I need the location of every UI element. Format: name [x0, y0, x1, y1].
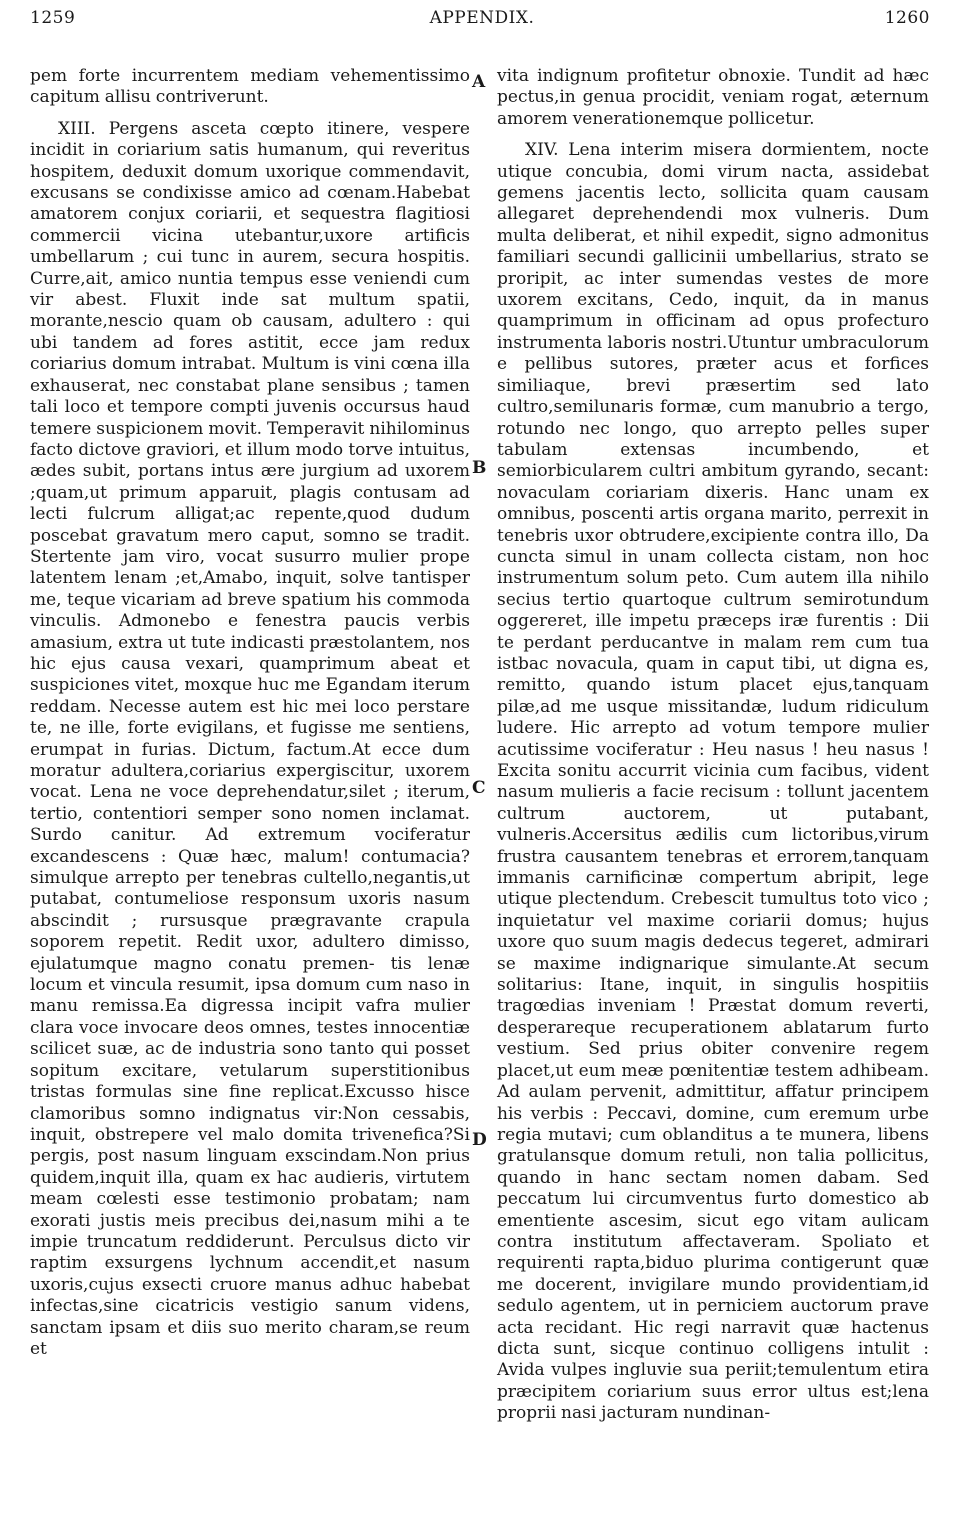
page-number-left: 1259 [30, 8, 76, 28]
margin-letter-c: C [472, 778, 486, 798]
section-xiv-paragraph: XIV. Lena interim misera dormientem, nocte utique concubia, domi virum nacta, assidebat gemens jacentis lecto, sollicita quam causam allegaret deprehendendi mox vulneris. Dum multa deliberat, et nihil expedit, signo admonitus familiari secundi gallicinii umbellarius, strato se proripit, ac inter sumendas vestes de more uxorem excitans, Cedo, inquit, da in manus quamprimum in officinam ad opus profecturo instrumenta laboris nostri.Utuntur umbraculorum e pellibus sutores, præter acus et forfices similiaque, brevi præsertim sed lato cultro,semilunaris formæ, cum manubrio a tergo, rotundo nec longo, quo arrepto pelles super tabulam extensas incumbendo, et semiorbicularem cultri ambitum gyrando, secant: novaculam coriariam dixeris. Hanc unam ex omnibus, poscenti artis organa marito, perrexit in tenebris uxor obtrudere,excipiente contra illo, Da cuncta simul in unam collecta cistam, non hoc instrumentum solum peto. Cum autem illa nihilo secius tertio quartoque cultrum semirotundum oggereret, ille impetu præceps iræ furentis : Dii te perdant perducantve in malam rem cum tua istbac novacula, quam in caput tibi, ut digna es, remitto, quando istum placet ejus,tanquam pilæ,ad me usque missitandæ, ludum ridiculum ludere. Hic arrepto ad votum tempore mulier acutissime vociferatur : Heu nasus ! heu nasus ! Excita sonitu accurrit vicinia cum facibus, vident nasum mulieris a facie recisum : tollunt jacentem cultrum auctorem, ut putabant, vulneris.Accersitus ædilis cum lictoribus,virum frustra causantem tenebras et errorem,tanquam immanis carnificinæ compertum abripit, lege utique plectendum. Crebescit tumultus toto vico ; inquietatur vel maxime coriarii domus; hujus uxore quo suum magis dedecus tegeret, admirari se maxime indignarique simulante.At secum solitarius: Itane, inquit, in singulis hospitiis tragœdias inveniam ! Præstat domum reverti, desperareque recuperationem ablatarum furto vestium. Sed prius obiter convenire regem placet,ut eum meæ pœnitentiæ testem adhibeam. Ad aulam pervenit, admittitur, affatur principem his verbis : Peccavi, domine, cum eremum urbe regia mutavi; cum oblanditus a te munera, libens gratulansque domum retuli, non talia pollicitus, quando in hanc sectam nomen dabam. Sed peccatum lui circumventus furto domestico ab ementiente ascesim, sicut ego vitam aulicam contra institutum affectaveram. Spoliato et requirenti rapta,biduo plurima contigerunt quæ me docerent, invigilare mundo providentiam,id sedulo agentem, ut in perniciem auctorum prave acta recidant. Hic regi narravit quæ hactenus dicta sunt, sicque continuo colligens intulit : Avida vulpes ingluvie sua periit;temulentum etira præcipitem coriarium suus error ultus est;lena proprii nasi jacturam nundinan- [497, 140, 929, 1424]
page-number-right: 1260 [884, 8, 930, 28]
margin-letter-b: B [472, 458, 487, 478]
margin-letter-d: D [472, 1130, 487, 1150]
margin-letter-a: A [472, 72, 486, 92]
right-paragraph-continuation: vita indignum profitetur obnoxie. Tundit ad hæc pectus,in genua procidit, veniam rogat, æternum amorem venerationemque pollicetur. [497, 66, 929, 129]
running-title: APPENDIX. [429, 8, 535, 28]
section-xiii-paragraph: XIII. Pergens asceta cœpto itinere, vespere incidit in coriarium satis humanum, qui reveritus hospitem, deduxit domum uxorique commendavit, excusans se condixisse amico ad cœnam.Habebat amatorem conjux coriarii, et sequestra flagitiosi commercii vicina utebantur,uxore artificis umbellarum ; cui tunc in aurem, secura hospitis. Curre,ait, amico nuntia tempus esse veniendi cum vir abest. Fluxit inde sat multum spatii, morante,nescio quam ob causam, adultero : qui ubi tandem ad fores astitit, ecce jam redux coriarius domum intrabat. Multum is vini cœna illa exhauserat, nec constabat plane sensibus ; tamen tali loco et tempore compti juvenis occursus haud temere suspicionem movit. Temperavit nihilominus facto dictove graviori, et illum modo torve intuitus, ædes subit, portans intus ære jurgium ad uxorem ;quam,ut primum apparuit, plagis contusam ad lecti fulcrum alligat;ac repente,quod dudum poscebat gravatum mero caput, somno se tradit. Stertente jam viro, vocat susurro mulier prope latentem lenam ;et,Amabo, inquit, solve tantisper me, teque vicariam ad breve spatium his commoda vinculis. Admonebo e fenestra paucis verbis amasium, extra ut tute indicasti præstolantem, nos hic ejus causa vexari, quamprimum abeat et suspiciones vitet, moxque huc me Egandam iterum reddam. Necesse autem est hic mei loco perstare te, ne ille, forte evigilans, et fugisse me sentiens, erumpat in furias. Dictum, factum.At ecce dum moratur adultera,coriarius expergiscitur, uxorem vocat. Lena ne voce deprehendatur,silet ; iterum, tertio, contentiori semper sono nomen inclamat. Surdo canitur. Ad extremum vociferatur excandescens : Quæ hæc, malum! contumacia? simulque arrepto per tenebras cultello,negantis,ut putabat, contumeliose responsum uxoris nasum abscindit ; rursusque prægravante crapula soporem repetit. Redit uxor, adultero dimisso, ejulatumque magno conatu premen- tis lenæ locum et vincula resumit, ipsa domum cum naso in manu remissa.Ea digressa incipit vafra mulier clara voce invocare deos omnes, testes innocentiæ scilicet suæ, ac de industria sono tanto qui posset sopitum excitare, vetularum superstitionibus tristas formulas sine fine replicat.Excusso hisce clamoribus somno indignatus vir:Non cessabis, inquit, obstrepere vel malo domita trivenefica?Si pergis, post nasum linguam exscindam.Non prius quidem,inquit illa, quam ex hac audieris, virtutem meam cœlesti esse testimonio probatam; nam exorati justis meis precibus dei,nasum mihi a te impie truncatum reddiderunt. Perculsus dicto vir raptim exsurgens lychnum accendit,et nasum uxoris,cujus exsecti cruore manus adhuc habebat infectas,sine cicatricis vestigio sanum videns, sanctam ipsam et diis suo merito charam,se reum et [30, 118, 470, 1359]
left-paragraph-continuation: pem forte incurrentem mediam vehementissimo capitum allisu contriverunt. [30, 66, 470, 108]
right-column [497, 66, 929, 1425]
left-column [30, 66, 470, 1360]
